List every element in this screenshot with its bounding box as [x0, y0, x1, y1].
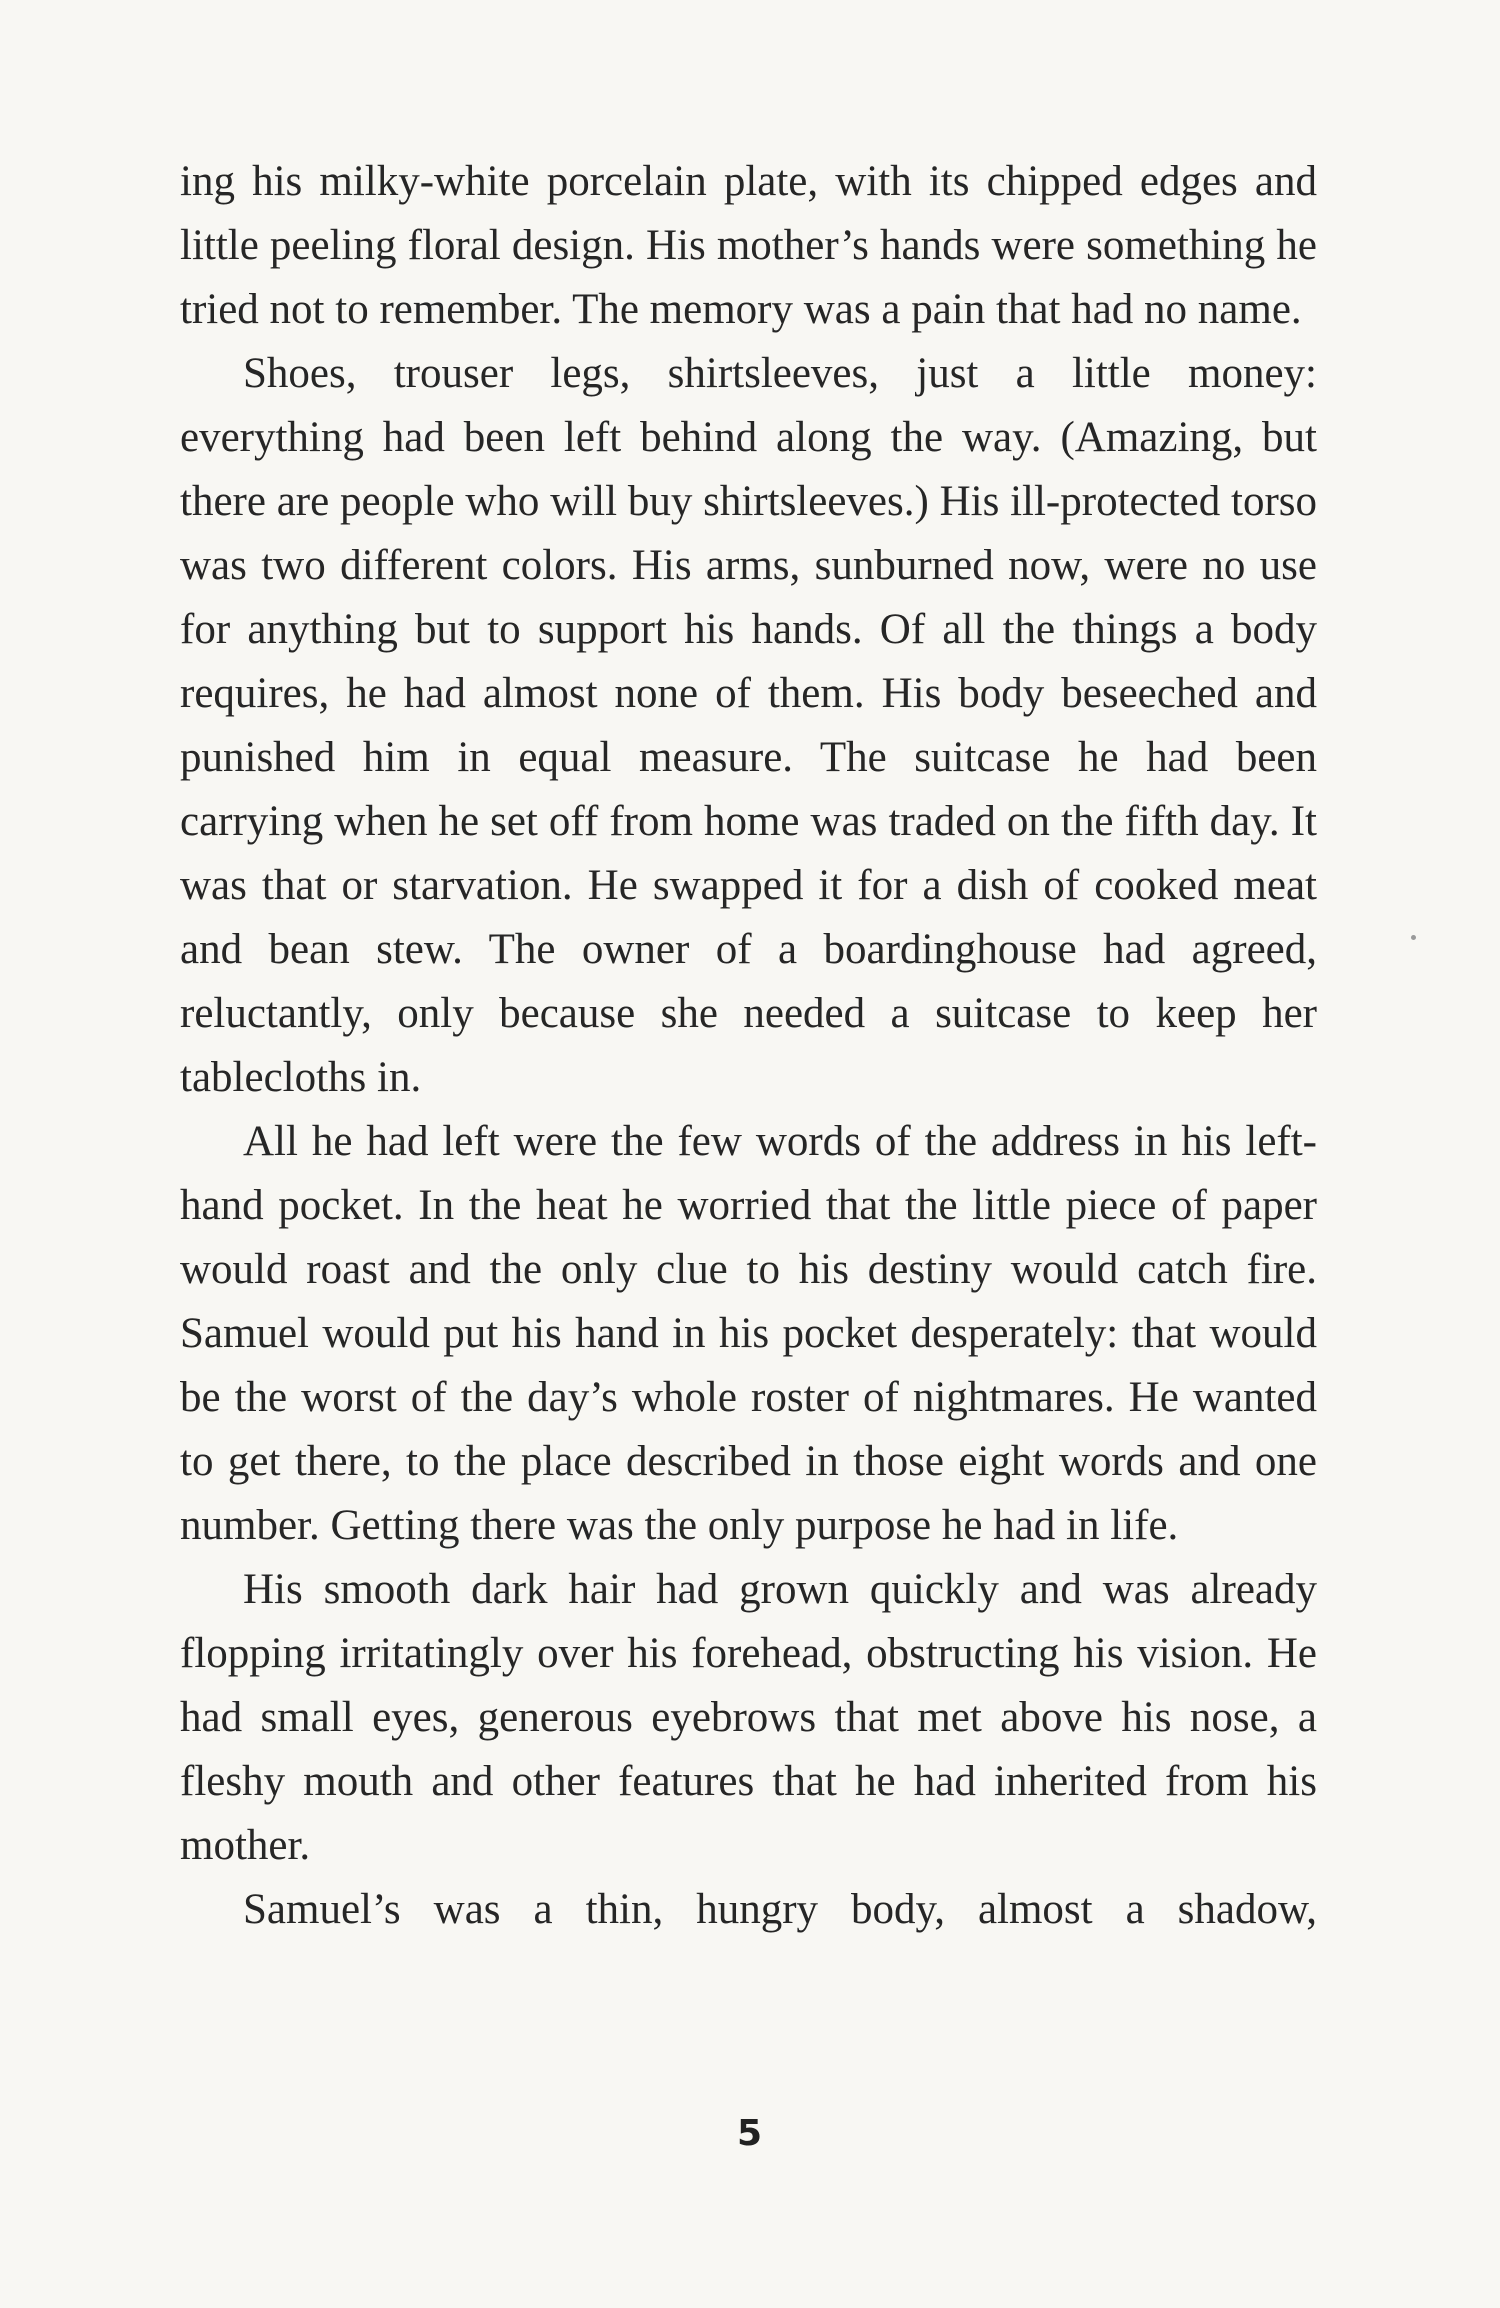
paper-speck — [1411, 935, 1416, 940]
paragraph-address: All he had left were the few words of the address in his left-hand pocket. In the heat he worried that the little piece of paper would roast and the only clue to his destiny would catch fire. Samuel would put his hand in his pocket desperately: that would be the worst of the day’s whole roster of nightmares. He wanted to get there, to the place described in those eight words and one number. Getting there was the only purpose he had in life. — [180, 1118, 1317, 1549]
paragraph-body: Samuel’s was a thin, hungry body, almost a shadow, — [243, 1886, 1317, 1933]
body-text — [180, 150, 1317, 1942]
paragraph-hair: His smooth dark hair had grown quickly and was already flopping irritatingly over his forehead, obstructing his vision. He had small eyes, generous eyebrows that met above his nose, a fleshy mouth and other features that he had inherited from his mother. — [180, 1566, 1317, 1869]
page-number: 5 — [736, 2113, 764, 2154]
paragraph-continued: ing his milky-white porcelain plate, with its chipped edges and little peeling floral design. His mother’s hands were something he tried not to remember. The memory was a pain that had no name. — [180, 158, 1317, 333]
paragraph-shoes: Shoes, trouser legs, shirtsleeves, just a little money: everything had been left behind along the way. (Amazing, but there are people who will buy shirtsleeves.) His ill-protected torso was two different colors. His arms, sunburned now, were no use for anything but to support his hands. Of all the things a body requires, he had almost none of them. His body beseeched and punished him in equal measure. The suitcase he had been carrying when he set off from home was traded on the fifth day. It was that or starvation. He swapped it for a dish of cooked meat and bean stew. The owner of a boardinghouse had agreed, reluctantly, only because she needed a suitcase to keep her tablecloths in. — [180, 350, 1317, 1101]
